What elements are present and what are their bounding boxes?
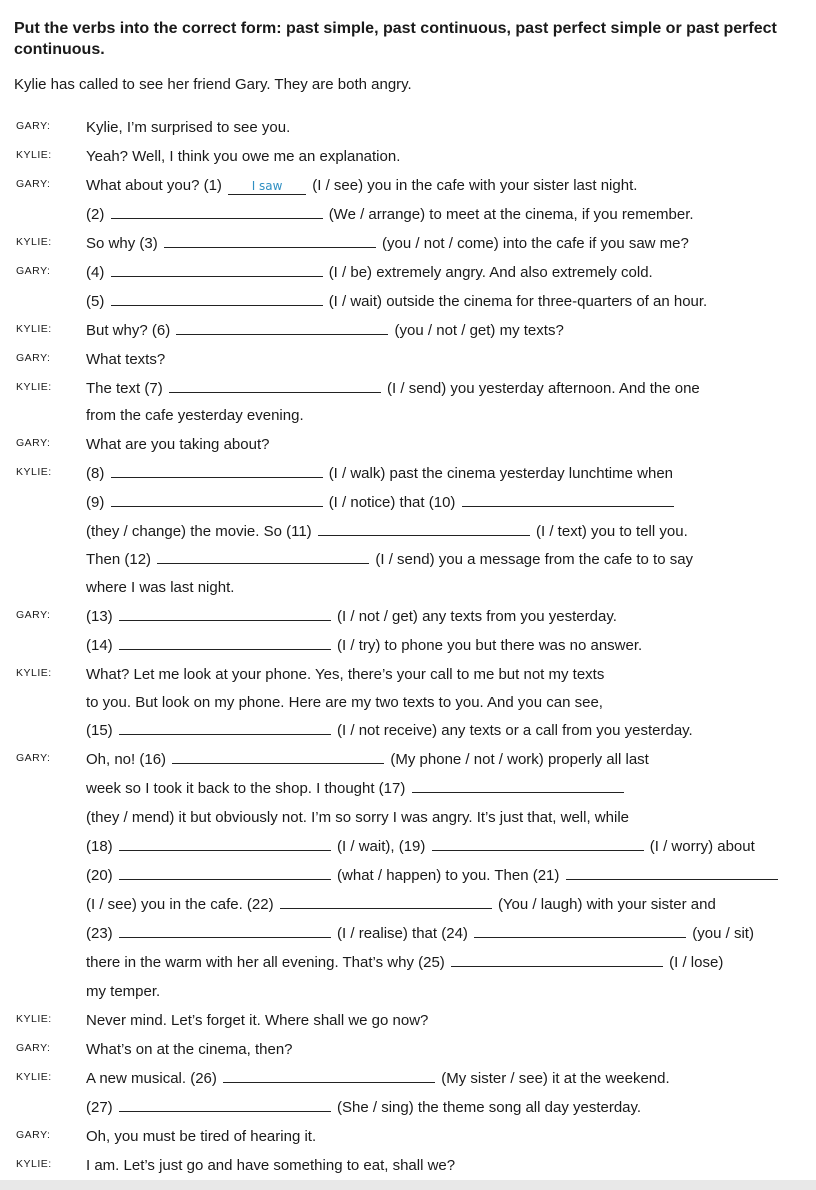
line-text: So why (3) (you / not / come) into the cafe if you saw me? [86,235,689,252]
answer-blank-13[interactable] [119,606,331,621]
line-text: What are you taking about? [86,436,270,453]
answer-blank-25[interactable] [451,952,663,967]
line-text: Kylie, I’m surprised to see you. [86,119,291,136]
instruction-heading: Put the verbs into the correct form: past simple, past continuous, past perfect simple or past perfect continuous. [14,20,777,58]
speaker-label: KYLIE: [16,1071,52,1083]
line-text: (9) (I / notice) that (10) [86,492,676,514]
line-text: I am. Let’s just go and have something to eat, shall we? [86,1157,456,1174]
answer-blank-12[interactable] [157,549,369,564]
speaker-label: GARY: [16,437,51,449]
answer-blank-23[interactable] [119,923,331,938]
intro-text: Kylie has called to see her friend Gary. They are both angry. [14,76,412,93]
answer-blank-14[interactable] [119,635,331,650]
speaker-label: KYLIE: [16,323,52,335]
line-text: (they / mend) it but obviously not. I’m so sorry I was angry. It’s just that, well, while [86,809,629,826]
speaker-label: GARY: [16,752,51,764]
line-text: Then (12) (I / send) you a message from the cafe to to say [86,551,694,568]
answer-blank-4[interactable] [111,262,323,277]
answer-blank-26[interactable] [223,1068,435,1083]
line-text: (4) (I / be) extremely angry. And also extremely cold. [86,264,653,281]
answer-blank-3[interactable] [164,233,376,248]
line-text: A new musical. (26) (My sister / see) it at the weekend. [86,1070,670,1087]
answer-blank-11[interactable] [318,521,530,536]
answer-blank-7[interactable] [169,378,381,393]
speaker-label: GARY: [16,1129,51,1141]
speaker-label: KYLIE: [16,1013,52,1025]
line-text: there in the warm with her all evening. That’s why (25) (I / lose) [86,954,724,971]
line-text: Oh, you must be tired of hearing it. [86,1128,317,1145]
answer-blank-24[interactable] [474,923,686,938]
line-text: (8) (I / walk) past the cinema yesterday lunchtime when [86,465,674,482]
answer-blank-10[interactable] [462,492,674,507]
line-text: from the cafe yesterday evening. [86,407,304,424]
answer-blank-8[interactable] [111,463,323,478]
answer-blank-15[interactable] [119,720,331,735]
line-text: (18) (I / wait), (19) (I / worry) about [86,838,755,855]
line-text: Oh, no! (16) (My phone / not / work) properly all last [86,751,649,768]
answer-blank-19[interactable] [432,836,644,851]
line-text: week so I took it back to the shop. I thought (17) [86,778,626,800]
answer-blank-17[interactable] [412,778,624,793]
line-text: What’s on at the cinema, then? [86,1041,293,1058]
line-text: (20) (what / happen) to you. Then (21) [86,865,780,887]
speaker-label: KYLIE: [16,149,52,161]
speaker-label: GARY: [16,120,51,132]
line-text: But why? (6) (you / not / get) my texts? [86,322,564,339]
answer-blank-21[interactable] [566,865,778,880]
answer-blank-1[interactable]: I saw [228,180,306,195]
speaker-label: GARY: [16,352,51,364]
line-text: What about you? (1) I saw (I / see) you in the cafe with your sister last night. [86,177,638,194]
speaker-label: KYLIE: [16,1158,52,1170]
speaker-label: KYLIE: [16,236,52,248]
speaker-label: GARY: [16,178,51,190]
answer-blank-6[interactable] [176,320,388,335]
line-text: (15) (I / not receive) any texts or a call from you yesterday. [86,722,693,739]
answer-blank-18[interactable] [119,836,331,851]
line-text: to you. But look on my phone. Here are my two texts to you. And you can see, [86,694,603,711]
speaker-label: GARY: [16,265,51,277]
line-text: Yeah? Well, I think you owe me an explanation. [86,148,401,165]
answer-blank-9[interactable] [111,492,323,507]
line-text: (23) (I / realise) that (24) (you / sit) [86,925,754,942]
line-text: (I / see) you in the cafe. (22) (You / laugh) with your sister and [86,896,716,913]
line-text: What texts? [86,351,166,368]
answer-blank-2[interactable] [111,204,323,219]
answer-blank-27[interactable] [119,1097,331,1112]
line-text: What? Let me look at your phone. Yes, there’s your call to me but not my texts [86,666,605,683]
speaker-label: GARY: [16,609,51,621]
line-text: (5) (I / wait) outside the cinema for three-quarters of an hour. [86,293,708,310]
answer-blank-20[interactable] [119,865,331,880]
line-text: Never mind. Let’s forget it. Where shall we go now? [86,1012,429,1029]
line-text: (2) (We / arrange) to meet at the cinema, if you remember. [86,206,694,223]
bottom-border [0,1180,816,1190]
line-text: The text (7) (I / send) you yesterday afternoon. And the one [86,380,700,397]
answer-blank-16[interactable] [172,749,384,764]
answer-blank-22[interactable] [280,894,492,909]
speaker-label: KYLIE: [16,466,52,478]
line-text: my temper. [86,983,161,1000]
line-text: (13) (I / not / get) any texts from you yesterday. [86,608,617,625]
speaker-label: KYLIE: [16,381,52,393]
line-text: (27) (She / sing) the theme song all day yesterday. [86,1099,642,1116]
line-text: where I was last night. [86,579,235,596]
line-text: (they / change) the movie. So (11) (I / text) you to tell you. [86,523,688,540]
speaker-label: GARY: [16,1042,51,1054]
line-text: (14) (I / try) to phone you but there was no answer. [86,637,643,654]
answer-blank-5[interactable] [111,291,323,306]
speaker-label: KYLIE: [16,667,52,679]
